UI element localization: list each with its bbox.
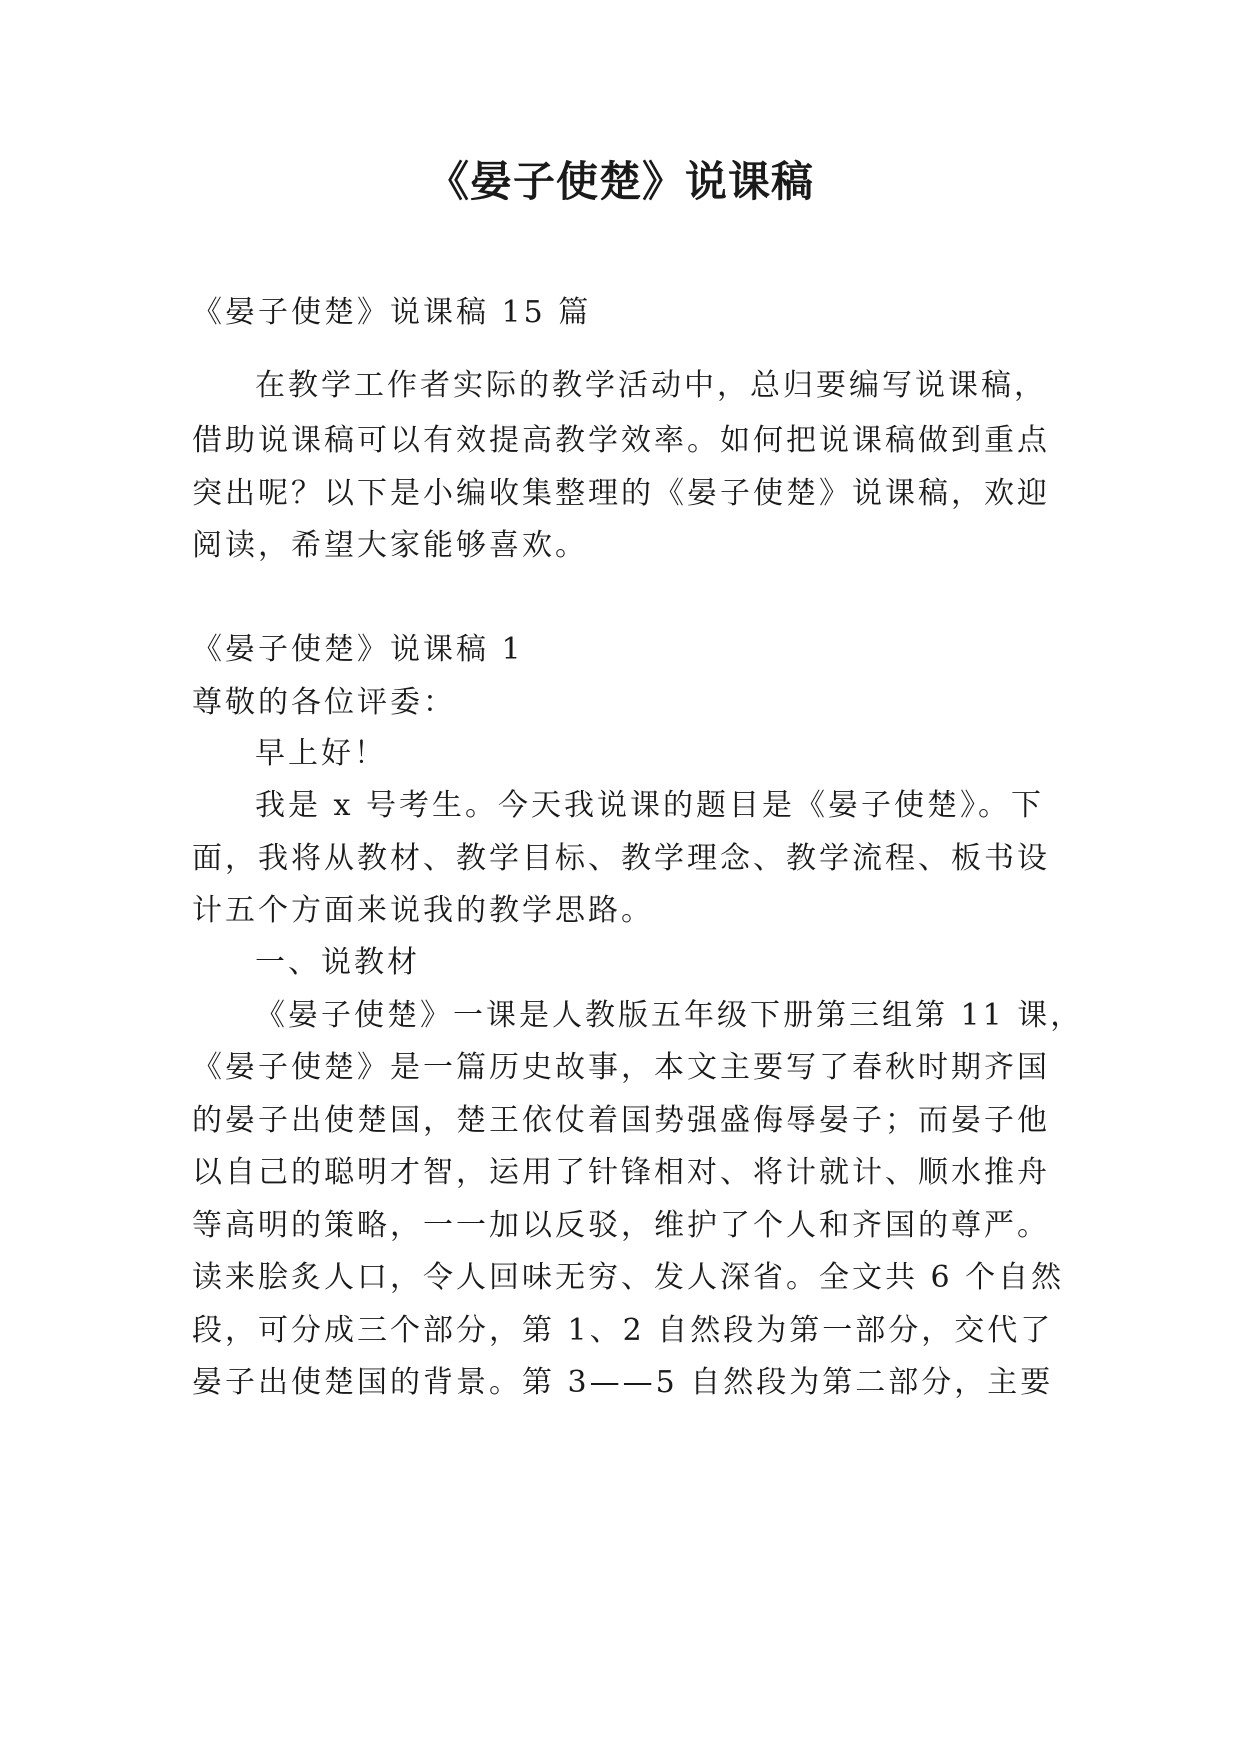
paragraph-line: 读来脍炙人口，令人回味无穷、发人深省。全文共 6 个自然 xyxy=(192,1260,1065,1295)
paragraph-line: 段，可分成三个部分，第 1、2 自然段为第一部分，交代了 xyxy=(192,1313,1054,1348)
intro-line: 突出呢？以下是小编收集整理的《晏子使楚》说课稿，欢迎 xyxy=(192,476,1050,511)
paragraph-line: 面，我将从教材、教学目标、教学理念、教学流程、板书设 xyxy=(192,841,1050,876)
paragraph-line: 的晏子出使楚国，楚王依仗着国势强盛侮辱晏子；而晏子他 xyxy=(192,1103,1050,1138)
document-subtitle: 《晏子使楚》说课稿 15 篇 xyxy=(192,295,592,330)
paragraph-line: 以自己的聪明才智，运用了针锋相对、将计就计、顺水推舟 xyxy=(192,1155,1050,1190)
intro-line: 阅读，希望大家能够喜欢。 xyxy=(192,528,588,563)
document-title: 《晏子使楚》说课稿 xyxy=(426,157,814,206)
salutation: 尊敬的各位评委： xyxy=(192,685,456,720)
paragraph-line: 《晏子使楚》是一篇历史故事，本文主要写了春秋时期齐国 xyxy=(192,1050,1050,1085)
paragraph-line: 我是 x 号考生。今天我说课的题目是《晏子使楚》。下 xyxy=(255,788,1044,823)
section-heading: 《晏子使楚》说课稿 1 xyxy=(192,632,524,667)
paragraph-line: 等高明的策略，一一加以反驳，维护了个人和齐国的尊严。 xyxy=(192,1208,1050,1243)
paragraph-line: 晏子出使楚国的背景。第 3——5 自然段为第二部分，主要 xyxy=(192,1365,1054,1400)
intro-line: 借助说课稿可以有效提高教学效率。如何把说课稿做到重点 xyxy=(192,423,1050,458)
paragraph-line: 《晏子使楚》一课是人教版五年级下册第三组第 11 课， xyxy=(255,998,1084,1033)
intro-line: 在教学工作者实际的教学活动中，总归要编写说课稿， xyxy=(255,368,1047,403)
paragraph-line: 计五个方面来说我的教学思路。 xyxy=(192,893,654,928)
subheading: 一、说教材 xyxy=(255,945,420,980)
greeting: 早上好！ xyxy=(255,736,387,771)
